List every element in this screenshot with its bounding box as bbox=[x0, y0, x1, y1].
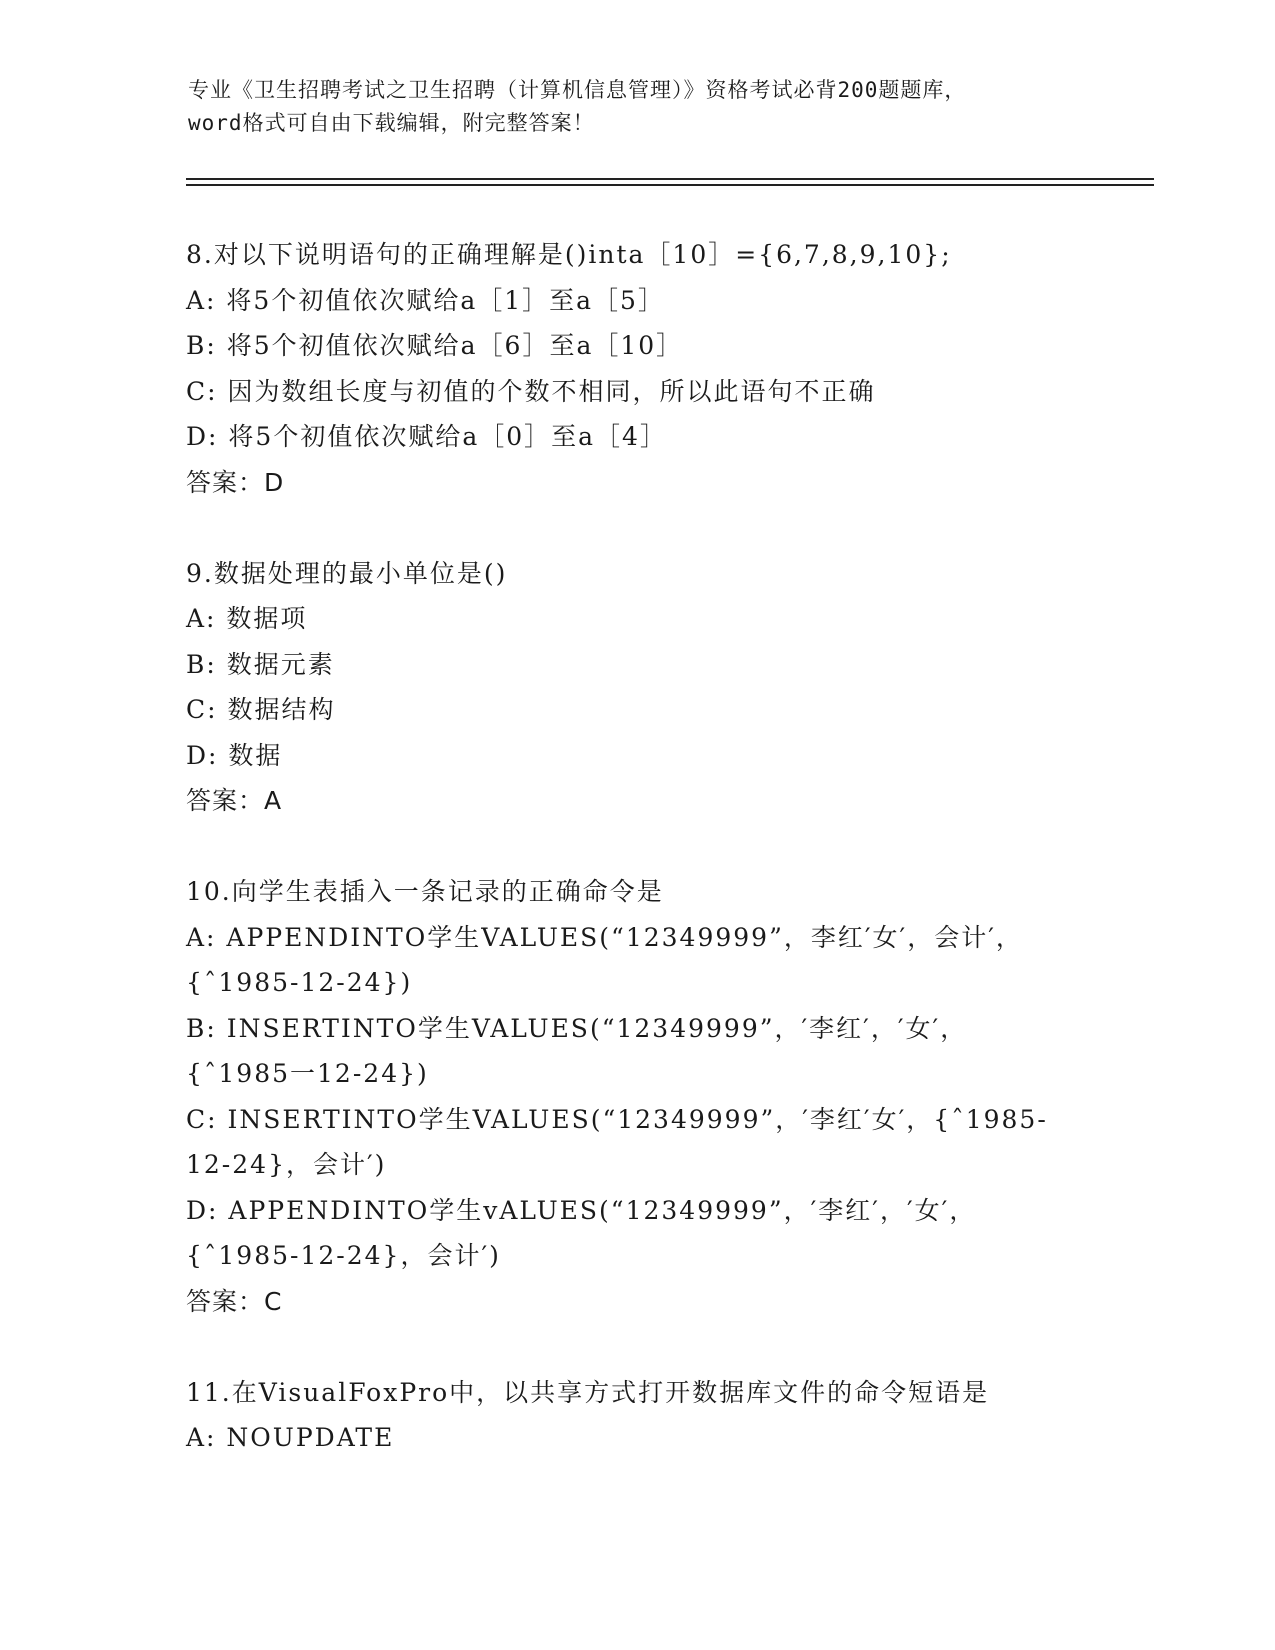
option-d: D: 数据 bbox=[186, 740, 283, 770]
option-c: C: INSERTINTO学生VALUES(“12349999”，′李红′女′，{ˆ1985- bbox=[186, 1104, 1048, 1134]
option-c-continued: 12-24}，会计′) bbox=[186, 1150, 387, 1179]
option-c: C: 数据结构 bbox=[186, 695, 336, 724]
header-title-line-2: word格式可自由下载编辑，附完整答案！ bbox=[188, 111, 595, 135]
option-d: D: 将5个初值依次赋给a［0］至a［4］ bbox=[186, 422, 667, 451]
question-spacer bbox=[186, 824, 1086, 870]
question-8 bbox=[186, 232, 1086, 505]
option-a-continued: {ˆ1985-12-24}) bbox=[186, 968, 413, 997]
header-divider-top bbox=[186, 178, 1154, 180]
question-9 bbox=[186, 551, 1086, 824]
question-10 bbox=[186, 869, 1086, 1324]
question-stem: 10.向学生表插入一条记录的正确命令是 bbox=[186, 877, 664, 906]
answer: 答案：A bbox=[186, 786, 283, 815]
option-a: A: 将5个初值依次赋给a［1］至a［5］ bbox=[186, 285, 665, 315]
answer: 答案：D bbox=[186, 467, 285, 497]
question-spacer bbox=[186, 1324, 1086, 1370]
option-c: C: 因为数组长度与初值的个数不相同，所以此语句不正确 bbox=[186, 376, 876, 406]
document-header bbox=[188, 74, 1088, 140]
option-b: B: 数据元素 bbox=[186, 649, 335, 679]
option-a: A: APPENDINTO学生VALUES(“12349999”，李红′女′，会计′， bbox=[186, 922, 1023, 952]
option-b: B: 将5个初值依次赋给a［6］至a［10］ bbox=[186, 331, 684, 360]
question-stem: 11.在VisualFoxPro中，以共享方式打开数据库文件的命令短语是 bbox=[186, 1377, 990, 1407]
option-a: A: NOUPDATE bbox=[186, 1423, 395, 1452]
option-b-continued: {ˆ1985一12-24}) bbox=[186, 1059, 429, 1088]
option-d-continued: {ˆ1985-12-24}，会计′) bbox=[186, 1241, 501, 1270]
question-stem: 9.数据处理的最小单位是() bbox=[186, 558, 508, 588]
question-stem: 8.对以下说明语句的正确理解是()inta［10］={6,7,8,9,10}; bbox=[186, 240, 952, 269]
question-11 bbox=[186, 1370, 1086, 1461]
header-divider-bottom bbox=[186, 184, 1154, 186]
answer: 答案：C bbox=[186, 1286, 283, 1316]
question-list bbox=[186, 232, 1086, 1461]
option-d: D: APPENDINTO学生vALUES(“12349999”，′李红′，′女′， bbox=[186, 1195, 977, 1225]
question-spacer bbox=[186, 505, 1086, 551]
option-a: A: 数据项 bbox=[186, 604, 308, 633]
header-title-line-1: 专业《卫生招聘考试之卫生招聘（计算机信息管理）》资格考试必背200题题库， bbox=[188, 78, 967, 102]
option-b: B: INSERTINTO学生VALUES(“12349999”，′李红′，′女′， bbox=[186, 1013, 968, 1043]
